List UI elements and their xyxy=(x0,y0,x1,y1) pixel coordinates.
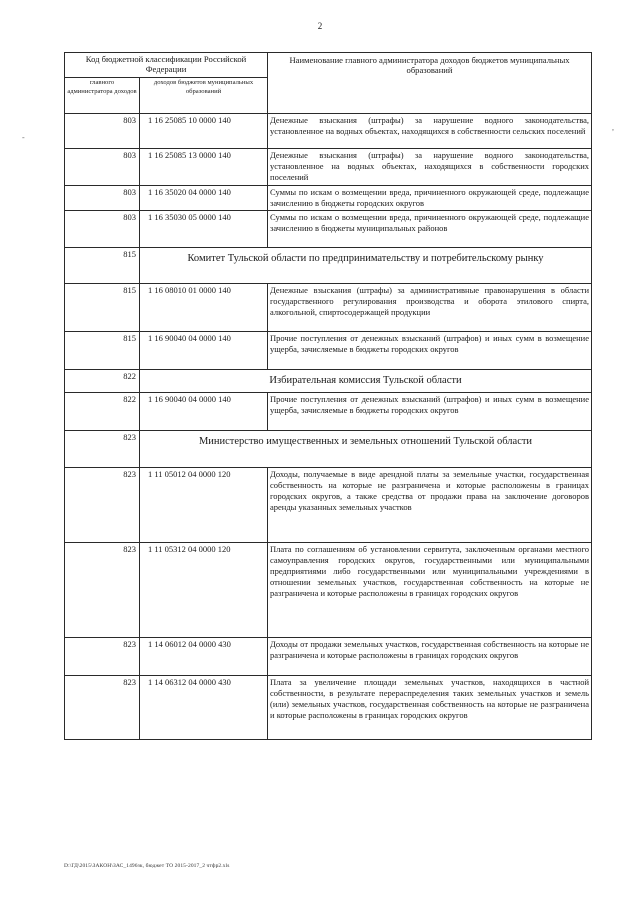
admin-code-cell: 823 xyxy=(65,543,140,638)
table-row xyxy=(65,284,592,332)
header-admin-column: главного администратора доходов xyxy=(65,78,140,114)
income-code-cell: 1 16 35020 04 0000 140 xyxy=(140,186,268,211)
income-description-cell: Денежные взыскания (штрафы) за административные правонарушения в области государственного регулирования производства и оборота этилового спирта, алкогольной, спиртосодержащей продукции xyxy=(268,284,592,332)
income-code-cell: 1 11 05012 04 0000 120 xyxy=(140,468,268,543)
income-description-cell: Денежные взыскания (штрафы) за нарушение водного законодательства, установленное на водных объектах, находящихся в собственности сельских поселений xyxy=(268,114,592,149)
admin-code-cell: 823 xyxy=(65,468,140,543)
income-description-cell: Доходы от продажи земельных участков, государственная собственность на которые не разграничена и которые расположены в границах городских округов xyxy=(268,638,592,676)
income-code-cell: 1 11 05312 04 0000 120 xyxy=(140,543,268,638)
file-path-footer: D:\ГД\2015\ЗАКОН\ЗАС_1496зк, бюджет ТО 2015-2017_2 чтфр2.xls xyxy=(64,863,230,869)
admin-code-cell: 822 xyxy=(65,393,140,431)
income-description-cell: Денежные взыскания (штрафы) за нарушение водного законодательства, установленное на водных объектах, находящихся в собственности городских поселений xyxy=(268,149,592,186)
section-row xyxy=(65,370,592,393)
income-description-cell: Прочие поступления от денежных взысканий (штрафов) и иных сумм в возмещение ущерба, зачисляемые в бюджеты городских округов xyxy=(268,332,592,370)
admin-code-cell: 815 xyxy=(65,248,140,284)
table-row xyxy=(65,332,592,370)
income-code-cell: 1 16 90040 04 0000 140 xyxy=(140,332,268,370)
admin-code-cell: 803 xyxy=(65,211,140,248)
income-code-cell: 1 16 90040 04 0000 140 xyxy=(140,393,268,431)
income-description-cell: Прочие поступления от денежных взысканий (штрафов) и иных сумм в возмещение ущерба, зачисляемые в бюджеты городских округов xyxy=(268,393,592,431)
section-row xyxy=(65,431,592,468)
budget-classification-table xyxy=(64,52,592,740)
administrator-name-cell: Избирательная комиссия Тульской области xyxy=(140,370,592,393)
scan-mark: , xyxy=(612,123,614,132)
table-row xyxy=(65,393,592,431)
income-description-cell: Суммы по искам о возмещении вреда, причиненного окружающей среде, подлежащие зачислению в бюджеты городских округов xyxy=(268,186,592,211)
income-code-cell: 1 16 25085 13 0000 140 xyxy=(140,149,268,186)
income-description-cell: Плата за увеличение площади земельных участков, находящихся в частной собственности, в результате перераспределения таких земельных участков и земель (или) земельных участков, государственная собственность на которые не разграничена и которые расположены в границах городских округов xyxy=(268,676,592,740)
income-code-cell: 1 16 35030 05 0000 140 xyxy=(140,211,268,248)
income-description-cell: Плата по соглашениям об установлении сервитута, заключенным органами местного самоуправления городских округов, государственными или муниципальными предприятиями либо государственными или муниципальными учреждениями в отношении земельных участков, государственная собственность на которые не разграничена и которые расположены в границах городских округов xyxy=(268,543,592,638)
admin-code-cell: 823 xyxy=(65,676,140,740)
admin-code-cell: 803 xyxy=(65,114,140,149)
table-row xyxy=(65,186,592,211)
admin-code-cell: 823 xyxy=(65,431,140,468)
page-number: 2 xyxy=(317,21,323,31)
admin-code-cell: 822 xyxy=(65,370,140,393)
header-income-column: доходов бюджетов муниципальных образований xyxy=(140,78,268,114)
admin-code-cell: 803 xyxy=(65,186,140,211)
table-row xyxy=(65,114,592,149)
scan-mark: - xyxy=(22,133,25,142)
administrator-name-cell: Комитет Тульской области по предпринимательству и потребительскому рынку xyxy=(140,248,592,284)
table-row xyxy=(65,543,592,638)
income-code-cell: 1 14 06012 04 0000 430 xyxy=(140,638,268,676)
header-name-column: Наименование главного администратора доходов бюджетов муниципальных образований xyxy=(268,53,592,114)
table-row xyxy=(65,149,592,186)
income-code-cell: 1 16 25085 10 0000 140 xyxy=(140,114,268,149)
admin-code-cell: 815 xyxy=(65,284,140,332)
income-code-cell: 1 16 08010 01 0000 140 xyxy=(140,284,268,332)
table-row xyxy=(65,676,592,740)
income-code-cell: 1 14 06312 04 0000 430 xyxy=(140,676,268,740)
administrator-name-cell: Министерство имущественных и земельных отношений Тульской области xyxy=(140,431,592,468)
income-description-cell: Доходы, получаемые в виде арендной платы за земельные участки, государственная собственность на которые не разграничена и которые расположены в границах городских округов, а также средства от продажи права на заключение договоров аренды указанных земельных участков xyxy=(268,468,592,543)
table-row xyxy=(65,638,592,676)
table-row xyxy=(65,211,592,248)
table-row xyxy=(65,468,592,543)
admin-code-cell: 815 xyxy=(65,332,140,370)
admin-code-cell: 823 xyxy=(65,638,140,676)
income-description-cell: Суммы по искам о возмещении вреда, причиненного окружающей среде, подлежащие зачислению в бюджеты муниципальных районов xyxy=(268,211,592,248)
header-row-group xyxy=(65,53,592,78)
admin-code-cell: 803 xyxy=(65,149,140,186)
section-row xyxy=(65,248,592,284)
header-group-title: Код бюджетной классификации Российской Федерации xyxy=(65,53,268,78)
